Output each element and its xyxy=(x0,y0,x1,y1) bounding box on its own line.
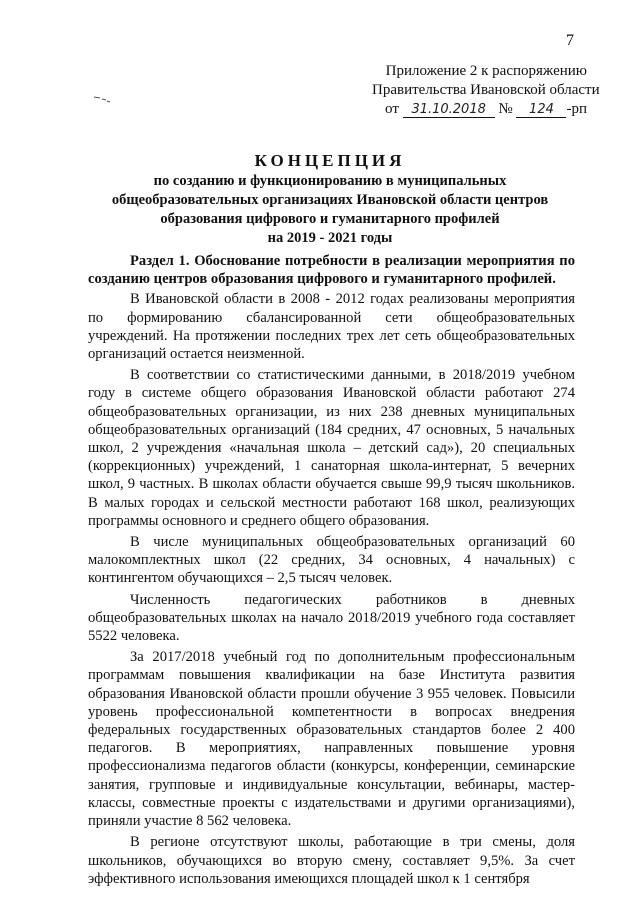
number-suffix: -рп xyxy=(566,101,587,117)
document-body xyxy=(88,252,575,891)
appendix-line-1: Приложение 2 к распоряжению xyxy=(385,63,587,79)
handwritten-number: 124 xyxy=(516,102,566,118)
paragraph: В соответствии со статистическими данными, в 2018/2019 учебном году в системе общего образования Ивановской области работают 274 общеобразовательных организации, из них 238 дневных муниципальных общеобразовательных организаций (184 средних, 47 основных, 5 начальных школ, 2 учреждения «начальная школа – детский сад»), 20 специальных (коррекционных) учреждений, 1 санаторная школа-интернат, 5 вечерних школ, 9 частных. В школах области обучается свыше 99,9 тысяч школьников. В малых городах и сельской местности работают 168 школ, реализующих программы основного и среднего общего образования. xyxy=(88,367,575,529)
appendix-header xyxy=(372,62,600,119)
section-heading: Раздел 1. Обоснование потребности в реализации мероприятия по созданию центров образования цифрового и гуманитарного профилей. xyxy=(88,253,575,288)
appendix-line-2: Правительства Ивановской области xyxy=(372,82,600,98)
handwritten-date: 31.10.2018 xyxy=(403,102,495,118)
title-years: на 2019 - 2021 годы xyxy=(267,230,393,246)
title-main: КОНЦЕПЦИЯ xyxy=(254,151,406,170)
paragraph: В Ивановской области в 2008 - 2012 годах реализованы мероприятия по формированию сбалансированной сети общеобразовательных учреждений. На протяжении последних трех лет сеть общеобразовательных организаций остается неизменной. xyxy=(88,291,575,363)
paragraph: За 2017/2018 учебный год по дополнительным профессиональным программам повышения квалификации на базе Института развития образования Ивановской области прошли обучение 3 955 человек. Повысили уровень профессиональной компетентности в вопросах внедрения федеральных государственных образовательных стандартов более 2 400 педагогов. В мероприятиях, направленных повышение уровня профессионализма педагогов области (конкурсы, конференции, семинарские занятия, групповые и индивидуальные консультации, вебинары, мастер-классы, совместные проекты с издательствами и другими организациями), приняли участие 8 562 человека. xyxy=(88,649,575,830)
title-subtitle: по созданию и функционированию в муниципальных общеобразовательных организациях Ивановской области центров образования цифрового и гуманитарного профилей xyxy=(111,173,549,227)
appendix-date-line xyxy=(372,100,587,119)
paragraph: Численность педагогических работников в дневных общеобразовательных школах на начало 2018/2019 учебного года составляет 5522 человека. xyxy=(88,591,575,645)
number-sign: № xyxy=(498,101,513,117)
page-number: 7 xyxy=(566,32,574,49)
paragraph: В числе муниципальных общеобразовательных организаций 60 малокомплектных школ (22 средних, 34 основных, 4 начальных) с контингентом обучающихся – 2,5 тысяч человек. xyxy=(88,534,575,587)
document-title xyxy=(85,150,575,248)
from-label: от xyxy=(385,101,399,117)
paragraph: В регионе отсутствуют школы, работающие в три смены, доля школьников, обучающихся во вторую смену, составляет 9,5%. За счет эффективного использования имеющихся площадей школ к 1 сентября xyxy=(88,834,575,887)
stray-mark xyxy=(93,95,111,103)
